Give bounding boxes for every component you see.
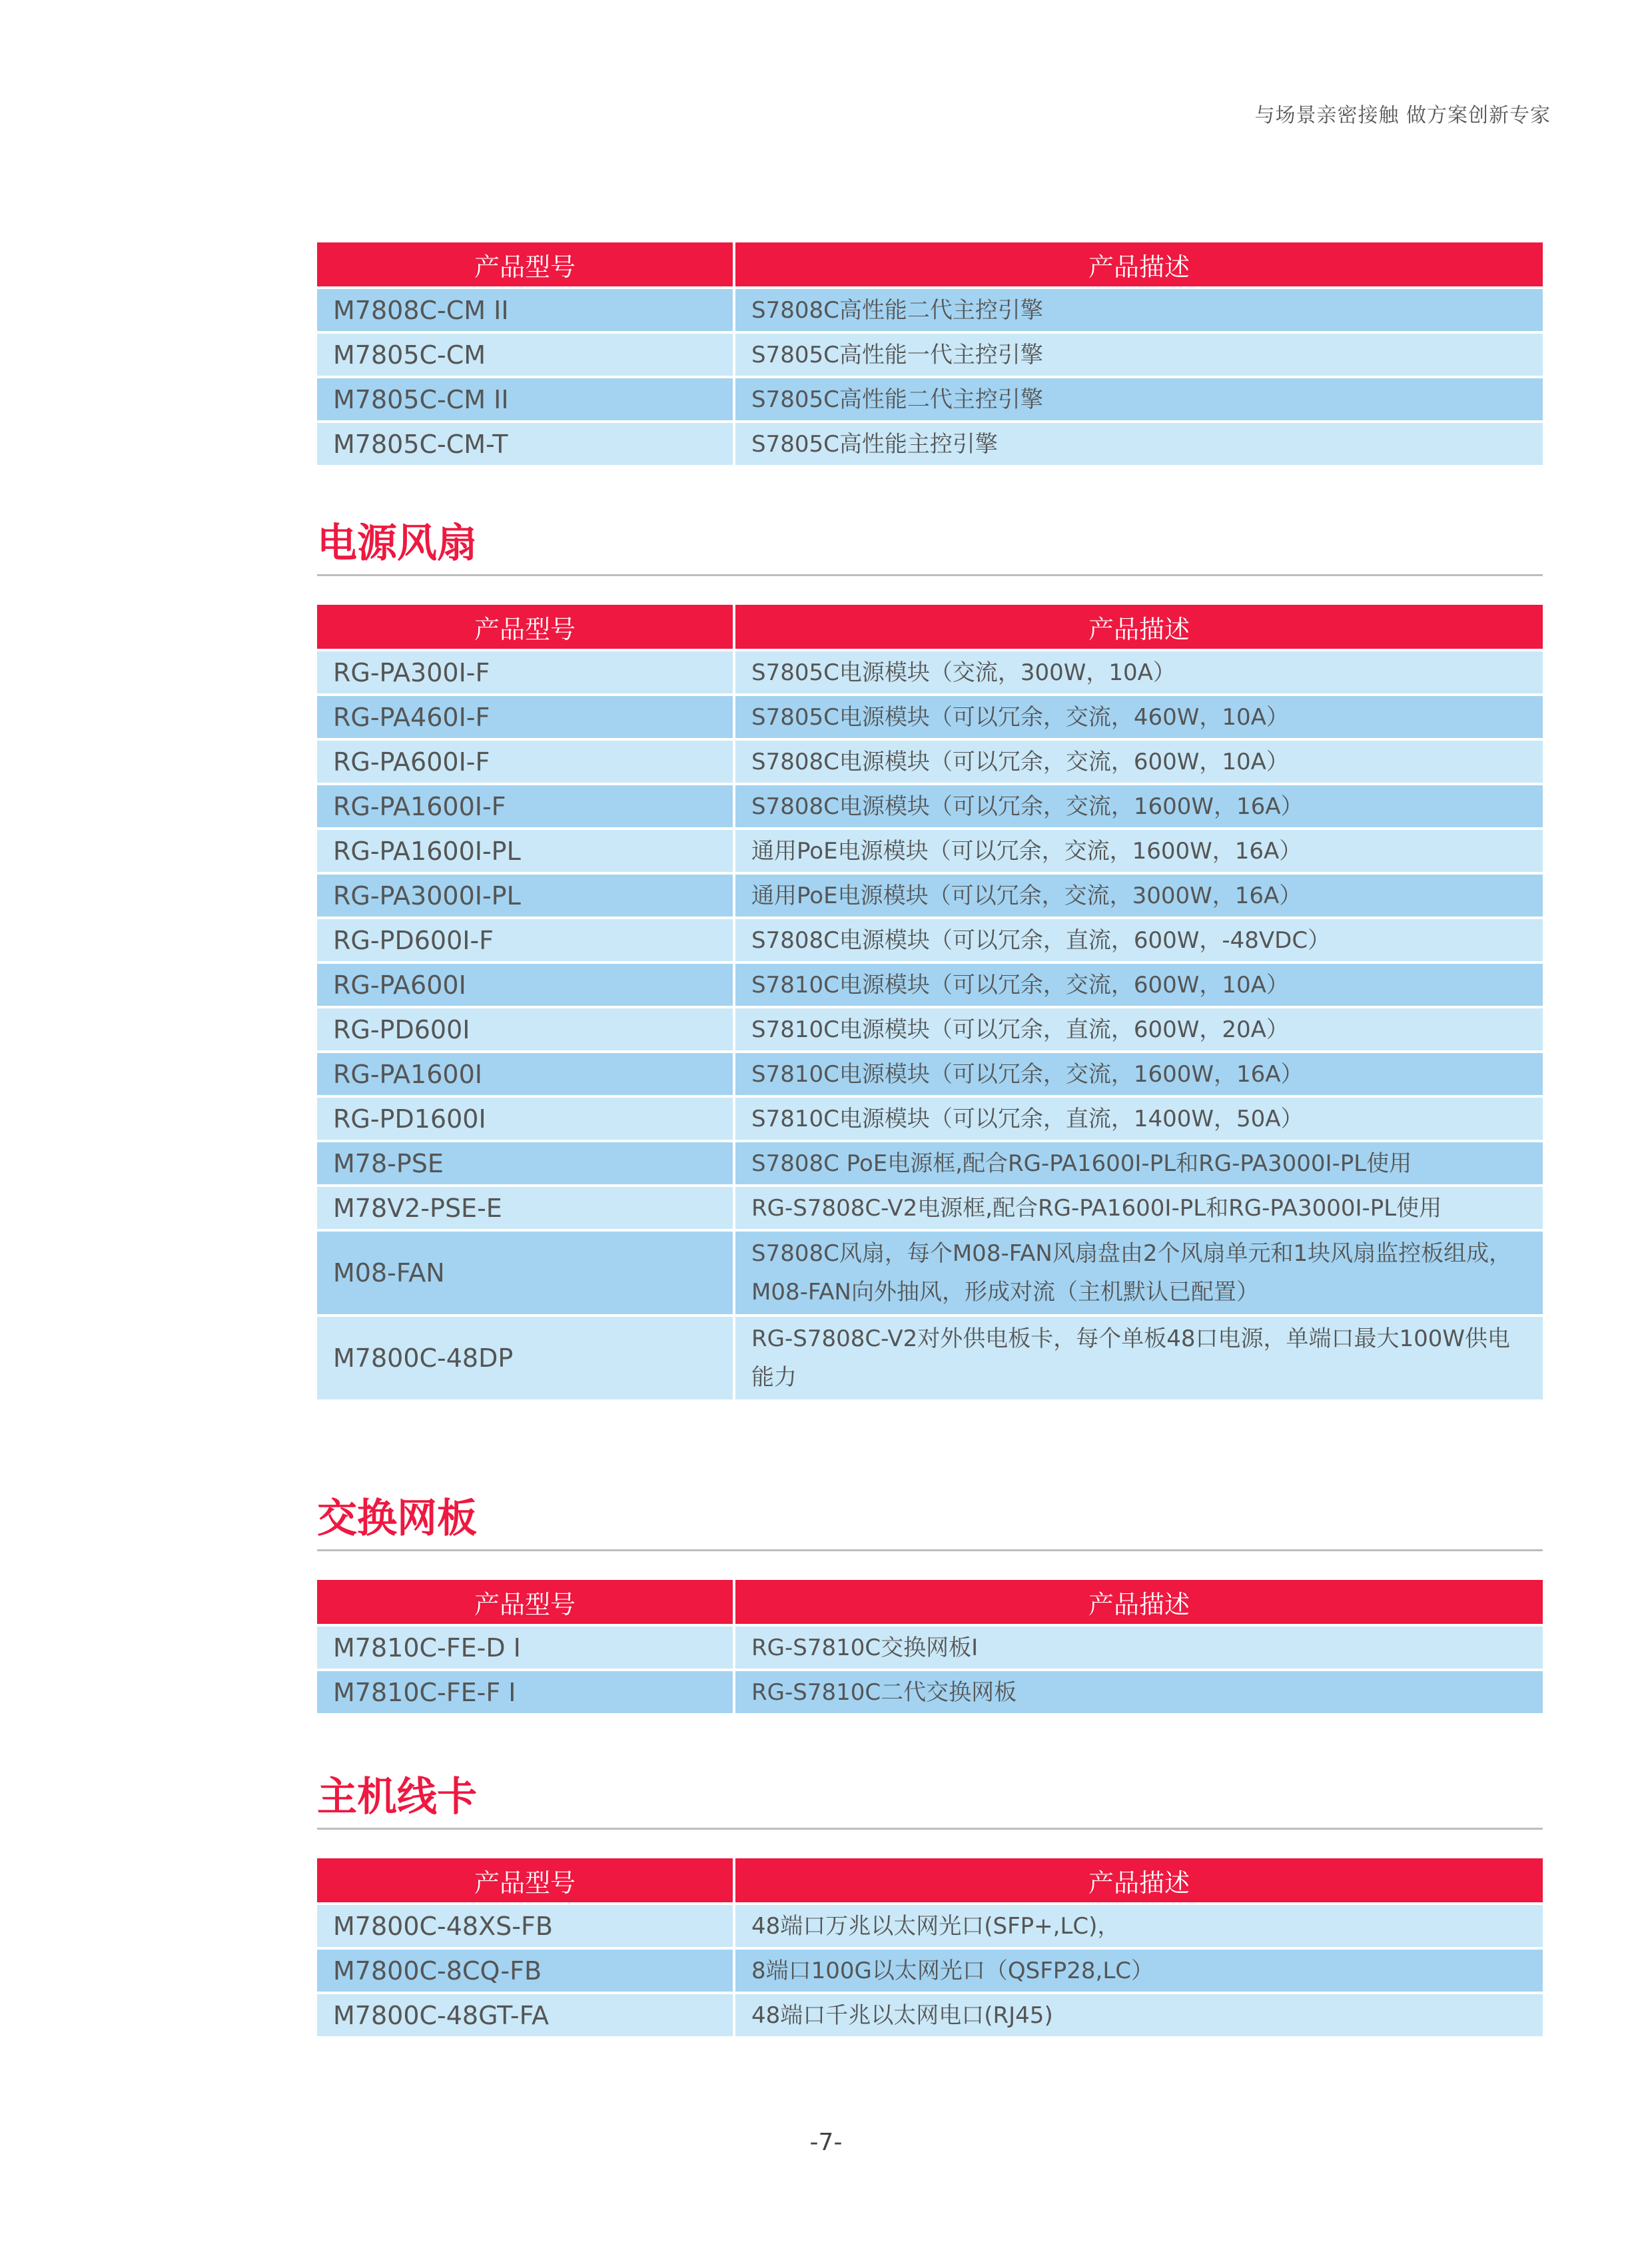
desc-line: RG-S7808C-V2对外供电板卡，每个单板48口电源，单端口最大100W供电 [751, 1325, 1511, 1352]
desc-cell: S7808C PoE电源框,配合RG-PA1600I-PL和RG-PA3000I-PL使用 [733, 1142, 1543, 1187]
model-cell: RG-PA460I-F [317, 696, 733, 741]
header-desc: 产品描述 [733, 1858, 1543, 1905]
header-desc: 产品描述 [733, 605, 1543, 651]
model-cell: RG-PA600I-F [317, 741, 733, 785]
table-row [317, 964, 1543, 1008]
table-row [317, 1671, 1543, 1716]
model-cell: RG-PD600I-F [317, 919, 733, 964]
desc-cell: RG-S7810C交换网板I [733, 1627, 1543, 1671]
desc-cell: 48端口千兆以太网电口(RJ45) [733, 1994, 1543, 2039]
line-card-table [317, 1858, 1543, 2039]
table-row [317, 289, 1543, 334]
desc-cell [733, 1232, 1543, 1317]
desc-cell: S7808C高性能二代主控引擎 [733, 289, 1543, 334]
table-row [317, 1142, 1543, 1187]
model-cell: RG-PA1600I-F [317, 785, 733, 830]
table-row [317, 651, 1543, 696]
model-cell: RG-PA600I [317, 964, 733, 1008]
table-header-row [317, 1580, 1543, 1627]
desc-cell: S7810C电源模块（可以冗余，直流，1400W，50A） [733, 1098, 1543, 1142]
table-header-row [317, 605, 1543, 651]
table-row [317, 785, 1543, 830]
engine-section [317, 242, 1543, 468]
model-cell: M7800C-48DP [317, 1317, 733, 1402]
model-cell: M78-PSE [317, 1142, 733, 1187]
desc-cell: S7810C电源模块（可以冗余，交流，600W，10A） [733, 964, 1543, 1008]
table-row [317, 1098, 1543, 1142]
model-cell: RG-PA300I-F [317, 651, 733, 696]
desc-cell: S7805C高性能一代主控引擎 [733, 334, 1543, 378]
table-row [317, 696, 1543, 741]
table-row [317, 1627, 1543, 1671]
desc-cell: S7810C电源模块（可以冗余，直流，600W，20A） [733, 1008, 1543, 1053]
model-cell: M7800C-48XS-FB [317, 1905, 733, 1950]
model-cell: M7800C-48GT-FA [317, 1994, 733, 2039]
switch-board-section [317, 1492, 1543, 1551]
table-header-row [317, 1858, 1543, 1905]
power-fan-section [317, 517, 1543, 576]
model-cell: M78V2-PSE-E [317, 1187, 733, 1232]
table-header-row [317, 242, 1543, 289]
model-cell: M7805C-CM [317, 334, 733, 378]
desc-cell: S7805C高性能二代主控引擎 [733, 378, 1543, 423]
table-row [317, 423, 1543, 468]
section-title-power-fan: 电源风扇 [317, 517, 1543, 576]
page-number: -7- [809, 2129, 843, 2156]
model-cell: M7810C-FE-D I [317, 1627, 733, 1671]
model-cell: M7805C-CM-T [317, 423, 733, 468]
model-cell: M08-FAN [317, 1232, 733, 1317]
desc-cell: S7810C电源模块（可以冗余，交流，1600W，16A） [733, 1053, 1543, 1098]
header-tagline: 与场景亲密接触 做方案创新专家 [1254, 104, 1551, 127]
header-desc: 产品描述 [733, 242, 1543, 289]
switch-board-table [317, 1580, 1543, 1716]
model-cell: RG-PD600I [317, 1008, 733, 1053]
desc-cell: 48端口万兆以太网光口(SFP+,LC)， [733, 1905, 1543, 1950]
table-row [317, 1008, 1543, 1053]
header-model: 产品型号 [317, 605, 733, 651]
table-row [317, 919, 1543, 964]
table-row [317, 1232, 1543, 1317]
model-cell: RG-PD1600I [317, 1098, 733, 1142]
desc-cell: RG-S7810C二代交换网板 [733, 1671, 1543, 1716]
desc-cell: S7808C电源模块（可以冗余，交流，600W，10A） [733, 741, 1543, 785]
header-model: 产品型号 [317, 1580, 733, 1627]
desc-cell: S7808C电源模块（可以冗余，直流，600W，-48VDC） [733, 919, 1543, 964]
table-row [317, 875, 1543, 919]
header-model: 产品型号 [317, 1858, 733, 1905]
section-title-switch-board: 交换网板 [317, 1492, 1543, 1551]
power-fan-table [317, 605, 1543, 1402]
model-cell: M7808C-CM II [317, 289, 733, 334]
model-cell: M7805C-CM II [317, 378, 733, 423]
table-row [317, 1994, 1543, 2039]
model-cell: M7800C-8CQ-FB [317, 1950, 733, 1994]
desc-cell: S7805C电源模块（交流，300W，10A） [733, 651, 1543, 696]
header-model: 产品型号 [317, 242, 733, 289]
desc-line: M08-FAN向外抽风，形成对流（主机默认已配置） [751, 1279, 1259, 1306]
switch-board-table-wrap [317, 1580, 1543, 1716]
table-row [317, 1317, 1543, 1402]
table-row [317, 1187, 1543, 1232]
desc-line: S7808C风扇，每个M08-FAN风扇盘由2个风扇单元和1块风扇监控板组成， [751, 1240, 1512, 1267]
section-title-line-card: 主机线卡 [317, 1770, 1543, 1830]
table-row [317, 1905, 1543, 1950]
table-row [317, 378, 1543, 423]
line-card-table-wrap [317, 1858, 1543, 2039]
header-desc: 产品描述 [733, 1580, 1543, 1627]
table-row [317, 1053, 1543, 1098]
desc-cell: RG-S7808C-V2电源框,配合RG-PA1600I-PL和RG-PA3000I-PL使用 [733, 1187, 1543, 1232]
model-cell: RG-PA1600I [317, 1053, 733, 1098]
model-cell: RG-PA3000I-PL [317, 875, 733, 919]
model-cell: RG-PA1600I-PL [317, 830, 733, 875]
desc-cell [733, 1317, 1543, 1402]
power-fan-table-wrap [317, 605, 1543, 1402]
desc-cell: S7805C电源模块（可以冗余，交流，460W，10A） [733, 696, 1543, 741]
desc-cell: S7808C电源模块（可以冗余，交流，1600W，16A） [733, 785, 1543, 830]
desc-cell: S7805C高性能主控引擎 [733, 423, 1543, 468]
model-cell: M7810C-FE-F I [317, 1671, 733, 1716]
desc-line: 能力 [751, 1364, 797, 1391]
table-row [317, 334, 1543, 378]
table-row [317, 741, 1543, 785]
desc-cell: 通用PoE电源模块（可以冗余，交流，1600W，16A） [733, 830, 1543, 875]
engine-table [317, 242, 1543, 468]
line-card-section [317, 1770, 1543, 1830]
table-row [317, 830, 1543, 875]
desc-cell: 通用PoE电源模块（可以冗余，交流，3000W，16A） [733, 875, 1543, 919]
desc-cell: 8端口100G以太网光口（QSFP28,LC） [733, 1950, 1543, 1994]
table-row [317, 1950, 1543, 1994]
